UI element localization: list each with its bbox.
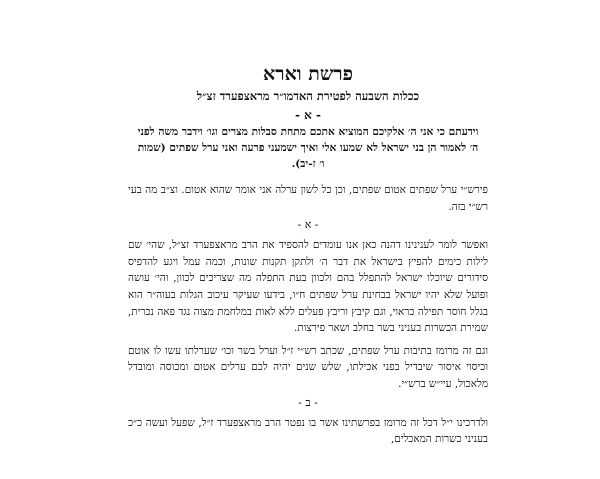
paragraph-2: ואפשר לומר לענינינו דהנה כאן אנו עומדים להספיד את הרב מראצפערד זצ״ל, שהי׳ שם לילות כימים להפיץ בישראל את דבר ה׳ ולתקן תקנות שונות, וכמה עמל ויגע להדפיס סידורים שיוכלו ישראל להתפלל בהם ולכוון בעת התפלה מה שצריכים לכוון, והי׳ עושה ופועל שלא יהיו ישראל בבחינת ערל שפתים ח״ו, בידעו שעיקר עיכוב הגלות בעוה״ר הוא בגלל חוסר תפילה כראוי, וגם קיבץ וריבץ פעלים ללא לאות במלחמת מצוה נגד פאה נכרית, שמירת הכשרות בעניני בשר בחלב ושאר פירצות. (128, 239, 488, 335)
paragraph-1: פירש״י ערל שפתים אטום שפתים, וכן כל לשון ערלה אני אומר שהוא אטום. וצ״ב מה בעי רש״י בזה. (128, 184, 488, 213)
verse-quote: וידעתם כי אני ה׳ אלקיכם המוציא אתכם מתחת סבלות מצרים וגו׳ וידבר משה לפני ה׳ לאמור הן בני ישראל לא שמעו אלי ואיך ישמעני פרעה ואני ערל שפתים (שמות ו׳ ז-יב). (137, 126, 479, 170)
document-page (128, 62, 488, 448)
section-marker-bet: - ב - (298, 395, 318, 409)
document-subtitle: ככלות השבעה לפטירת האדמו״ר מראצפערד זצ״ל (196, 89, 420, 103)
paragraph-3: וגם זה מרומז בתיבות ערל שפתים, שכתב רש״י ז״ל וערל בשר וכו׳ שערלתו עשו לו אוטם וכיסוי איסור שיבדיל בפני אכילתו, שלש שנים יהיה לכם ערלים אטום ומכוסה ומובדל מלאכול, עיי״ש ברש״י. (128, 344, 488, 390)
paragraph-4: ולדרכינו י״ל דכל זה מרומז בפרשתינו אשר בו נפטר הרב מראצפערד ז״ל, שפעל ועשה כ״כ בעניני כשרות המאכלים, (128, 416, 488, 446)
document-title: פרשת וארא (263, 63, 353, 85)
section-marker-aleph: - א - (297, 218, 319, 232)
section-marker-aleph-bold: - א - (294, 108, 322, 122)
